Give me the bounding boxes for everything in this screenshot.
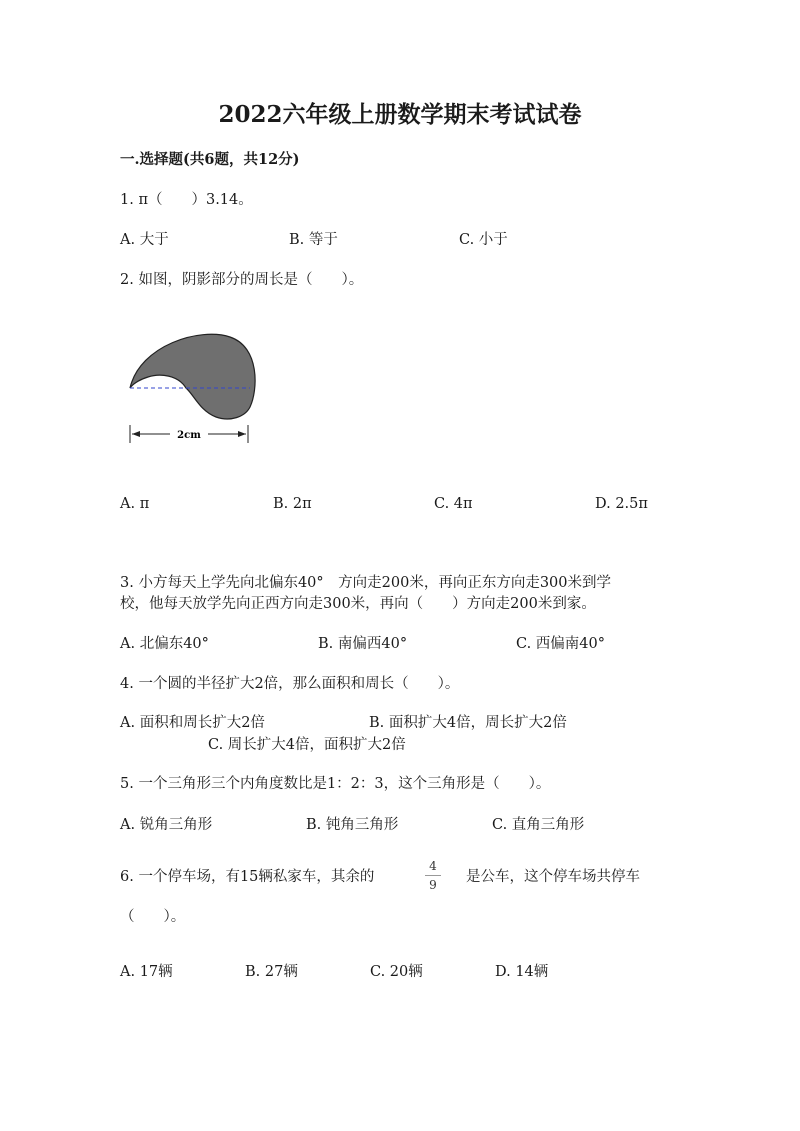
arrow-right-icon — [238, 431, 246, 437]
question-1-option-b: B. 等于 — [289, 232, 338, 248]
question-2-option-d: D. 2.5π — [595, 496, 648, 512]
fraction — [425, 859, 441, 892]
question-6-stem-part-2: 是公车，这个停车场共停车 — [466, 869, 640, 885]
arrow-left-icon — [132, 431, 140, 437]
question-1-stem: 1. π（ ）3.14。 — [120, 192, 253, 208]
question-3-stem-line-1: 3. 小方每天上学先向北偏东40° 方向走200米，再向正东方向走300米到学 — [120, 575, 611, 591]
question-3-stem-line-2: 校，他每天放学先向正西方向走300米，再向（ ）方向走200米到家。 — [120, 596, 596, 612]
question-2-option-b: B. 2π — [273, 496, 312, 512]
question-5-stem: 5. 一个三角形三个内角度数比是1：2：3，这个三角形是（ ）。 — [120, 776, 551, 792]
question-6-stem-line-2: （ ）。 — [120, 909, 186, 925]
fraction-bar — [425, 875, 441, 876]
question-2-option-a: A. π — [120, 496, 150, 512]
shaded-region — [130, 334, 255, 419]
question-5-option-b: B. 钝角三角形 — [306, 817, 399, 833]
question-6-stem-part-1: 6. 一个停车场，有15辆私家车，其余的 — [120, 869, 375, 885]
shaded-figure — [120, 325, 270, 450]
question-2-stem: 2. 如图，阴影部分的周长是（ ）。 — [120, 272, 364, 288]
question-3-option-c: C. 西偏南40° — [516, 636, 605, 652]
question-5-option-c: C. 直角三角形 — [492, 817, 585, 833]
fraction-numerator: 4 — [429, 859, 437, 873]
dimension-label: 2cm — [177, 430, 201, 441]
page-title: 2022六年级上册数学期末考试试卷 — [218, 101, 582, 128]
question-2-option-c: C. 4π — [434, 496, 473, 512]
question-6-option-d: D. 14辆 — [495, 964, 549, 980]
question-6-option-c: C. 20辆 — [370, 964, 423, 980]
question-4-option-a: A. 面积和周长扩大2倍 — [120, 715, 265, 731]
question-4-stem: 4. 一个圆的半径扩大2倍，那么面积和周长（ ）。 — [120, 676, 460, 692]
section-heading: 一.选择题(共6题，共12分) — [120, 151, 300, 168]
question-5-option-a: A. 锐角三角形 — [120, 817, 213, 833]
question-3-option-a: A. 北偏东40° — [120, 636, 209, 652]
question-4-option-c: C. 周长扩大4倍，面积扩大2倍 — [208, 737, 406, 753]
question-6-option-b: B. 27辆 — [245, 964, 298, 980]
question-1-option-c: C. 小于 — [459, 232, 508, 248]
fraction-denominator: 9 — [429, 878, 437, 892]
question-1-option-a: A. 大于 — [120, 232, 169, 248]
question-6-option-a: A. 17辆 — [120, 964, 173, 980]
question-3-option-b: B. 南偏西40° — [318, 636, 408, 652]
question-4-option-b: B. 面积扩大4倍，周长扩大2倍 — [369, 715, 567, 731]
